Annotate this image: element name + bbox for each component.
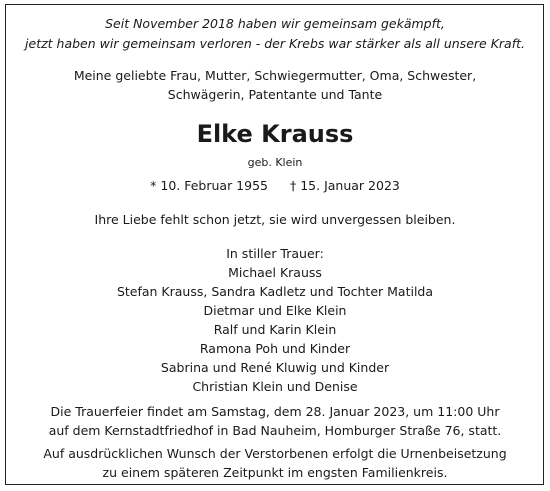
mourner-name: Sabrina und René Kluwig und Kinder <box>160 360 390 375</box>
intro-line-1: Seit November 2018 haben wir gemeinsam gekämpft, <box>105 16 445 31</box>
mourner-name: Christian Klein und Denise <box>192 379 358 394</box>
mourners-heading: In stiller Trauer: <box>226 246 324 261</box>
relations-line-1: Meine geliebte Frau, Mutter, Schwiegermutter, Oma, Schwester, <box>73 68 477 83</box>
relations-line-2: Schwägerin, Patentante und Tante <box>167 87 383 102</box>
intro-line-2: jetzt haben wir gemeinsam verloren - der Krebs war stärker als all unsere Kraft. <box>25 36 525 51</box>
mourner-name: Dietmar und Elke Klein <box>203 303 347 318</box>
birth-date: * 10. Februar 1955 <box>150 178 268 193</box>
mourner-name: Stefan Krauss, Sandra Kadletz und Tochter Matilda <box>116 284 434 299</box>
deceased-name: Elke Krauss <box>196 120 354 148</box>
mourner-name: Ramona Poh und Kinder <box>199 341 351 356</box>
urn-notice-line-2: zu einem späteren Zeitpunkt im engsten Familienkreis. <box>102 465 448 480</box>
mourner-name: Michael Krauss <box>228 265 322 280</box>
death-date: † 15. Januar 2023 <box>290 178 400 193</box>
remembrance-text: Ihre Liebe fehlt schon jetzt, sie wird unvergessen bleiben. <box>94 212 456 227</box>
ceremony-line-1: Die Trauerfeier findet am Samstag, dem 28. Januar 2023, um 11:00 Uhr <box>50 404 500 419</box>
birth-name: geb. Klein <box>247 156 303 169</box>
mourner-name: Ralf und Karin Klein <box>213 322 337 337</box>
urn-notice-line-1: Auf ausdrücklichen Wunsch der Verstorbenen erfolgt die Urnenbeisetzung <box>43 446 507 461</box>
life-dates <box>0 178 550 193</box>
ceremony-line-2: auf dem Kernstadtfriedhof in Bad Nauheim, Homburger Straße 76, statt. <box>48 423 502 438</box>
